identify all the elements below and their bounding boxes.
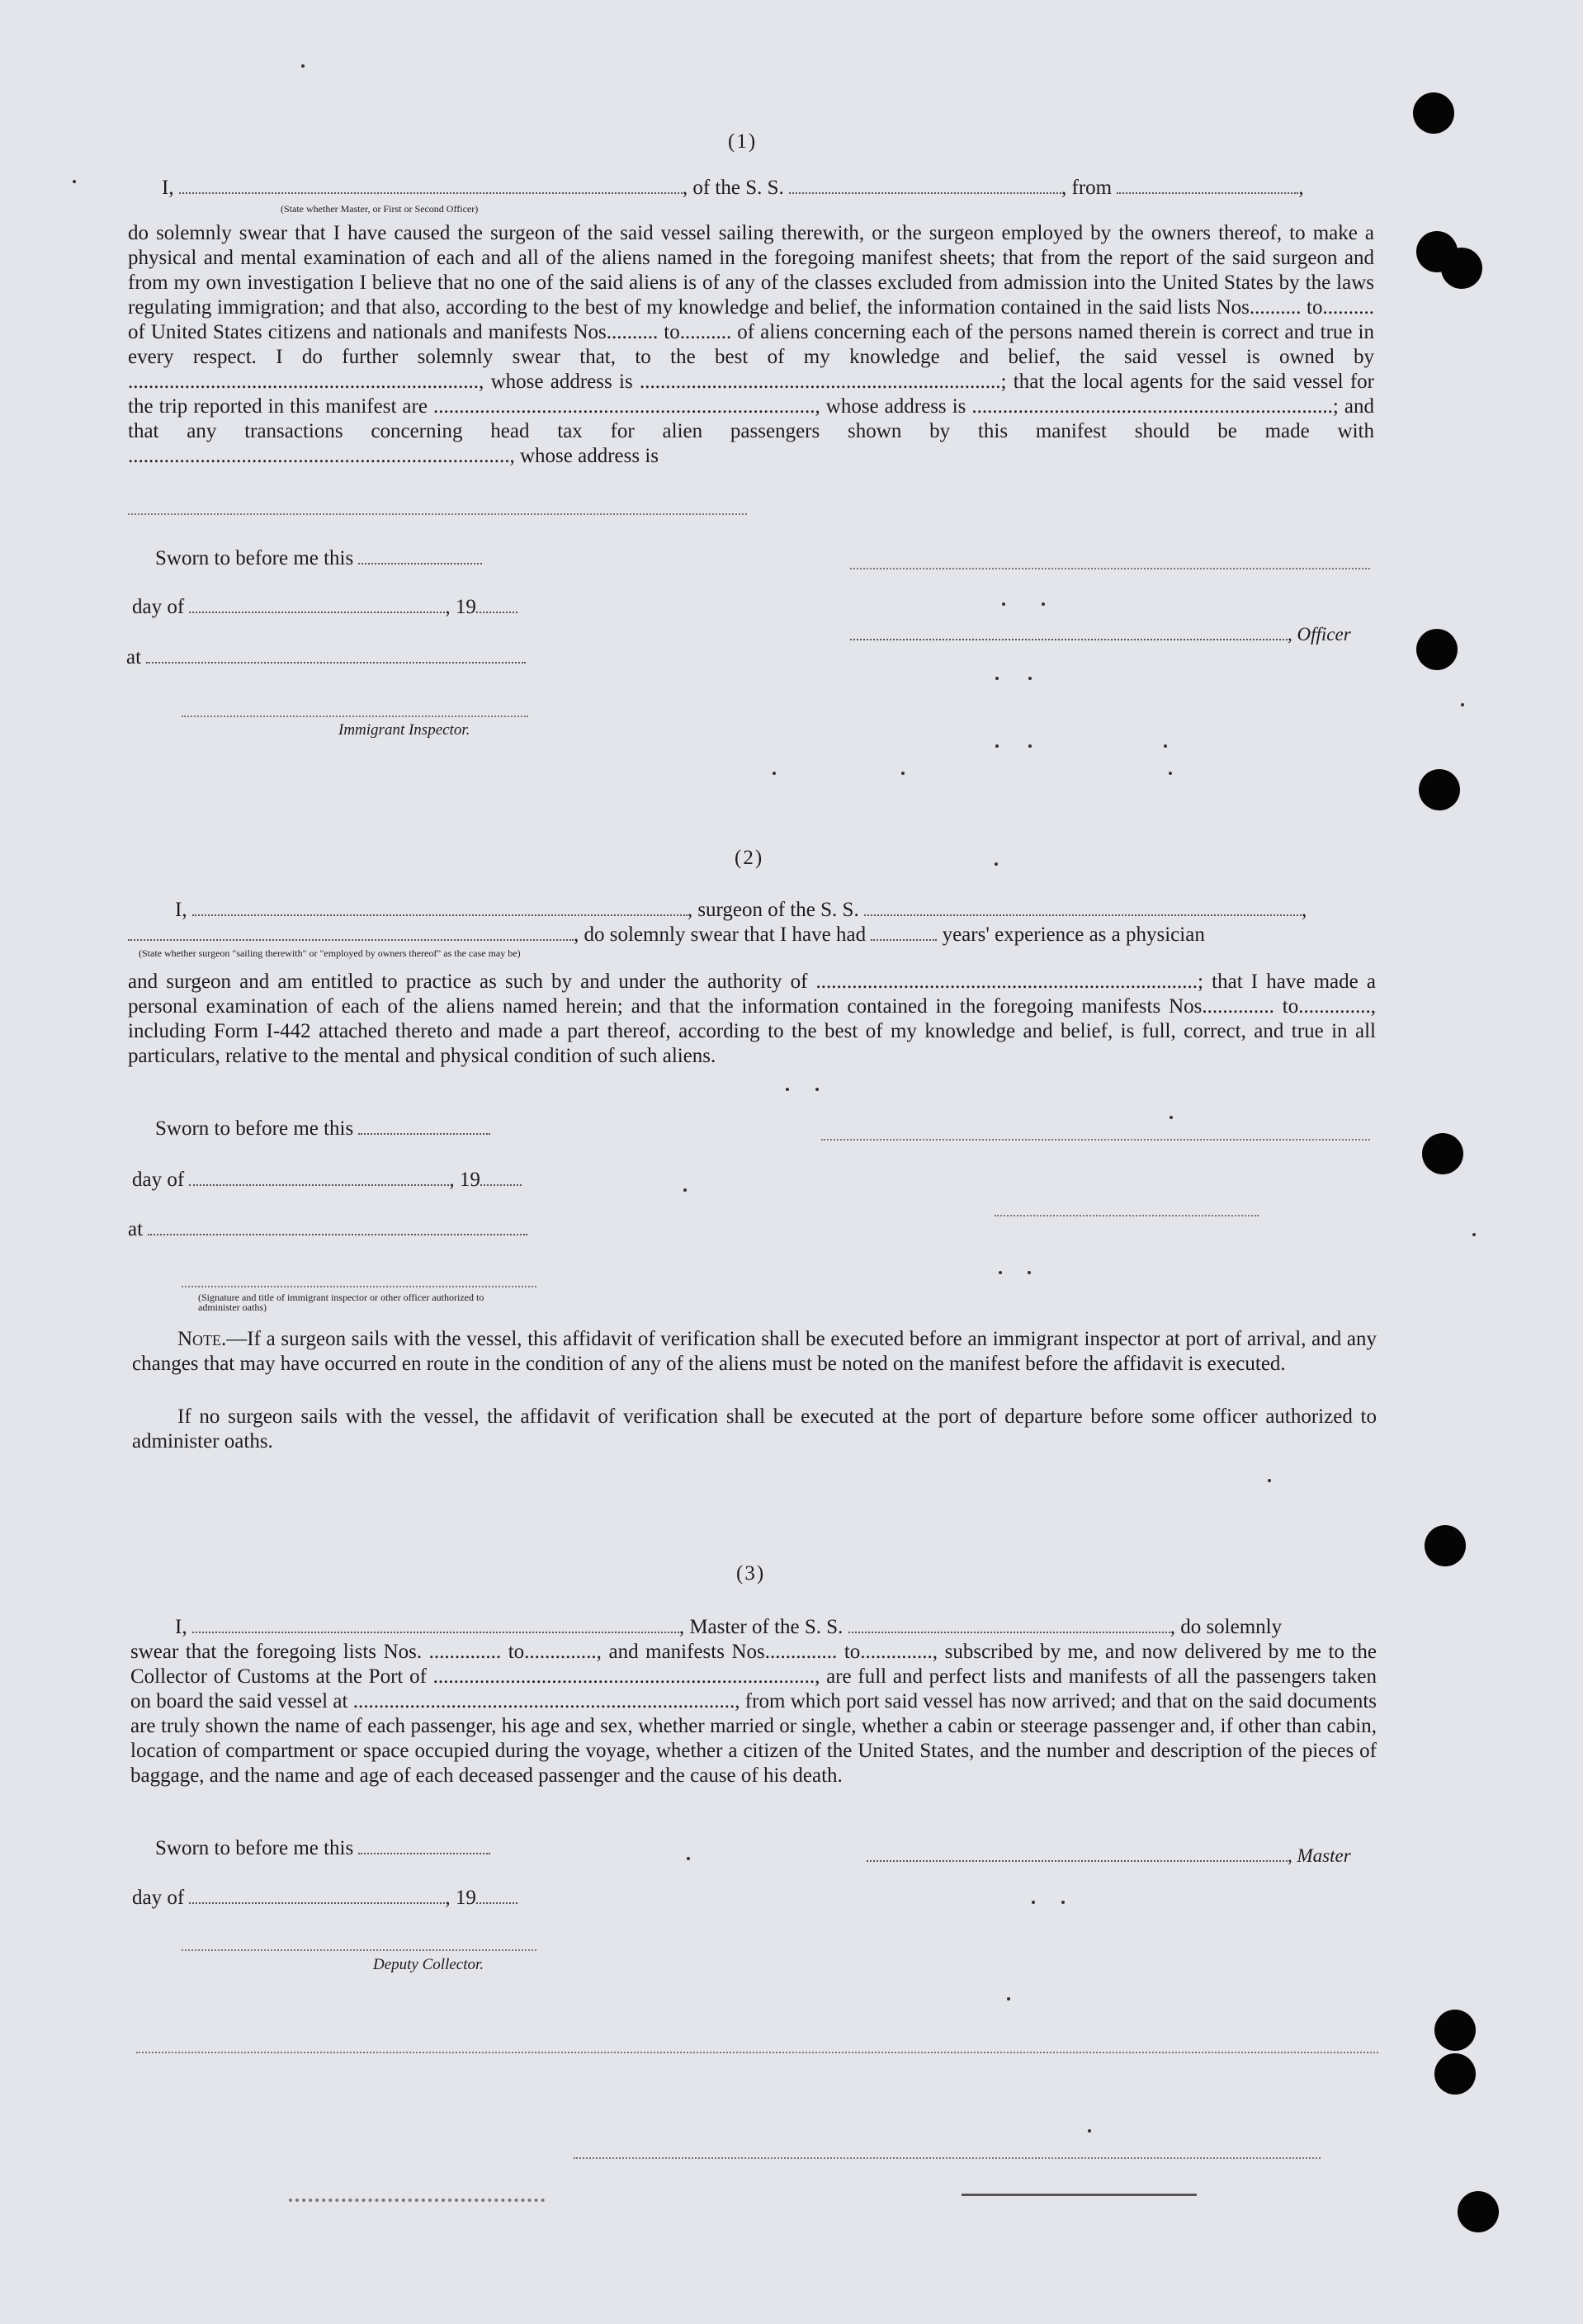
scan-speck	[995, 677, 999, 680]
section-number: (3)	[736, 1562, 766, 1585]
scan-speck	[786, 1088, 789, 1091]
note-paragraph: If no surgeon sails with the vessel, the affidavit of verification shall be executed at the port of departure before some officer authorized to administer oaths.	[132, 1405, 1377, 1452]
scan-speck	[1268, 1479, 1271, 1482]
scan-speck	[1028, 677, 1032, 680]
officer-line: , Officer	[850, 622, 1351, 647]
master-line: , Master	[867, 1844, 1351, 1868]
field-hint: (State whether Master, or First or Second Officer)	[281, 203, 479, 215]
punch-hole	[1422, 1133, 1463, 1174]
scan-speck	[73, 180, 76, 183]
scan-speck	[1028, 744, 1032, 748]
scan-speck	[1088, 2129, 1091, 2133]
punch-hole	[1434, 2053, 1476, 2095]
signature-line	[182, 1286, 536, 1287]
punch-hole	[1419, 769, 1460, 810]
scan-speck	[1061, 1901, 1065, 1904]
scan-speck	[301, 64, 305, 68]
place-line: at	[126, 645, 526, 670]
punch-hole	[1434, 2010, 1476, 2051]
scan-speck	[815, 1088, 819, 1091]
scan-speck	[995, 862, 998, 866]
oath-paragraph: do solemnly swear that I have caused the surgeon of the said vessel sailing therewith, or the surgeon employed by the owners thereof, to make a physical and mental examination of each and all of the aliens named in the foregoing manifest sheets; that from the report of the said surgeon and from my own investigation I believe that no one of the said aliens is of any of the classes excluded from admission into the United States by the laws regulating immigration; and that also, according to the best of my knowledge and belief, the information contained in the said lists Nos.......... to.......... of United States citizens and nationals and manifests Nos.......... to.......... of aliens concerning each of the persons named therein is correct and true in every respect. I do further solemnly swear that, to the best of my knowledge and belief, the said vessel is owned by ...................................................................., whose address is ......................................................................; that the local agents for the said vessel for the trip reported in this manifest are .........................................................................., whose address is ......................................................................; and that any transactions concerning head tax for alien passengers shown by this manifest should be made with .........................................................................., whose address is	[128, 222, 1374, 467]
divider-line	[574, 2157, 1321, 2159]
scan-speck	[901, 772, 905, 775]
oath-line: I, , surgeon of the S. S. ,	[175, 899, 1307, 921]
scan-speck	[1028, 1271, 1031, 1274]
section-number: (1)	[728, 130, 758, 153]
collector-title: Deputy Collector.	[373, 1956, 484, 1973]
punch-hole	[1416, 629, 1458, 670]
sworn-line: Sworn to before me this	[155, 1117, 490, 1141]
date-line: day of , 19	[132, 1168, 522, 1193]
scan-speck	[1169, 772, 1172, 775]
punch-hole	[1413, 92, 1454, 134]
divider-line	[289, 2199, 545, 2202]
punch-hole	[1458, 2191, 1499, 2232]
sworn-line: Sworn to before me this	[155, 546, 482, 571]
place-line: at	[128, 1217, 527, 1242]
note-paragraph: Note.—If a surgeon sails with the vessel, this affidavit of verification shall be executed before an immigrant inspector at port of arrival, and any changes that may have occurred en route in the condition of any of the aliens must be noted on the manifest before the affidavit is executed.	[132, 1328, 1377, 1375]
scan-speck	[687, 1857, 690, 1860]
scan-speck	[1042, 602, 1045, 606]
signature-line	[182, 716, 528, 717]
divider-line	[136, 2052, 1378, 2053]
scan-speck	[1170, 1116, 1173, 1119]
oath-paragraph: and surgeon and am entitled to practice as such by and under the authority of ..........................................................................; that I have made a personal examination of each of the aliens named herein; and that the information contained in the foregoing manifests Nos.............. to.............., including Form I-442 attached thereto and made a part thereof, according to the best of my knowledge and belief, is full, correct, and true in all particulars, relative to the mental and physical condition of such aliens.	[128, 971, 1376, 1067]
experience-line: , do solemnly swear that I have had years' experience as a physician	[128, 923, 1205, 947]
section-number: (2)	[735, 847, 764, 869]
signature-line	[850, 568, 1370, 569]
scan-speck	[1472, 1233, 1476, 1236]
signature-line	[821, 1139, 1370, 1141]
signature-hint: (Signature and title of immigrant inspector or other officer authorized to administer oaths)	[198, 1292, 484, 1313]
date-line: day of , 19	[132, 595, 517, 620]
signature-line	[128, 513, 747, 515]
punch-hole	[1425, 1525, 1466, 1566]
scan-speck	[999, 1271, 1002, 1274]
oath-paragraph: swear that the foregoing lists Nos. .............. to.............., and manifests Nos.............. to.............., subscribed by me, and now delivered by me to the Collector of Customs at the Port of .........................................................................., are full and perfect lists and manifests of all the passengers taken on board the said vessel at .........................................................................., from which port said vessel has now arrived; and that on the said documents are truly shown the name of each passenger, his age and sex, whether married or single, whether a cabin or steerage passenger and, if other than cabin, location of compartment or space occupied during the voyage, whether a citizen of the United States, and the number and description of the pieces of baggage, and the name and age of each deceased passenger and the cause of his death.	[130, 1641, 1377, 1787]
sworn-line: Sworn to before me this	[155, 1836, 490, 1861]
punch-hole	[1441, 248, 1482, 289]
scan-speck	[1461, 703, 1464, 706]
scan-speck	[683, 1188, 687, 1192]
scan-speck	[995, 744, 999, 748]
scan-speck	[1002, 602, 1005, 606]
date-line: day of , 19	[132, 1886, 517, 1911]
scan-speck	[1032, 1901, 1035, 1904]
oath-line: I, , Master of the S. S. , do solemnly	[175, 1616, 1283, 1638]
inspector-title: Immigrant Inspector.	[338, 721, 470, 739]
signature-line	[182, 1949, 536, 1951]
field-hint: (State whether surgeon "sailing therewith" or "employed by owners thereof" as the case may be)	[139, 947, 521, 959]
divider-line	[962, 2194, 1197, 2196]
scan-speck	[773, 772, 776, 775]
scan-speck	[1164, 744, 1167, 748]
scan-speck	[1007, 1997, 1010, 2000]
oath-line: I, , of the S. S. , from ,	[162, 177, 1304, 199]
signature-line	[995, 1215, 1259, 1216]
